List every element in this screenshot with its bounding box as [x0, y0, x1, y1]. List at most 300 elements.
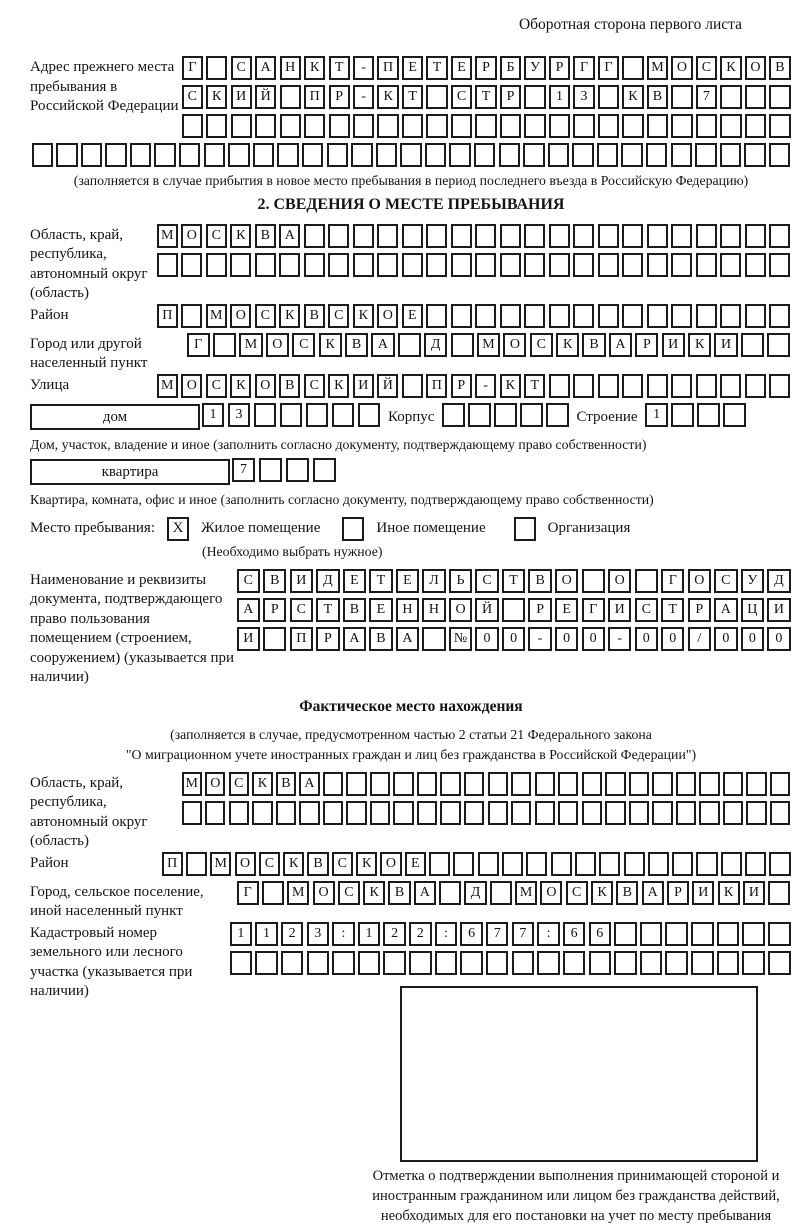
city-row [185, 333, 792, 362]
option-residential-label: Жилое помещение [201, 520, 321, 537]
char-cell [206, 253, 227, 277]
actual-note-1: (заполняется в случае, предусмотренном частью 2 статьи 21 Федерального закона [170, 726, 652, 742]
actual-city-row [235, 881, 792, 910]
char-cell [745, 852, 766, 876]
char-cell: К [279, 304, 300, 328]
char-cell [182, 801, 202, 825]
char-cell: С [290, 598, 313, 622]
char-cell: Ь [449, 569, 472, 593]
char-cell [648, 852, 669, 876]
char-cell: С [328, 304, 349, 328]
char-cell: И [231, 85, 252, 109]
char-cell: К [720, 56, 741, 80]
char-cell [346, 801, 366, 825]
oblast-cells [155, 224, 792, 282]
char-cell [511, 801, 531, 825]
char-cell [717, 951, 739, 975]
char-cell [422, 627, 445, 651]
char-cell: Г [187, 333, 210, 357]
char-cell [640, 922, 662, 946]
char-cell: Е [343, 569, 366, 593]
char-cell [230, 253, 251, 277]
actual-rayon-row [160, 852, 792, 881]
char-cell: - [353, 85, 374, 109]
char-cell [769, 253, 790, 277]
char-cell: М [287, 881, 309, 905]
actual-city-block [30, 881, 792, 922]
char-cell [647, 374, 668, 398]
char-cell [573, 374, 594, 398]
char-cell [563, 951, 585, 975]
house-row [30, 403, 792, 432]
char-cell [535, 772, 555, 796]
char-cell: В [343, 598, 366, 622]
char-cell [573, 224, 594, 248]
char-cell [358, 403, 381, 427]
char-cell [332, 951, 354, 975]
char-cell: 7 [696, 85, 717, 109]
char-cell: С [696, 56, 717, 80]
char-cell: У [741, 569, 764, 593]
char-cell [500, 114, 521, 138]
char-cell [597, 143, 618, 167]
char-cell: 0 [741, 627, 764, 651]
house-note: Дом, участок, владение и иное (заполнить согласно документу, подтверждающему право собственности) [30, 436, 647, 452]
char-cell [329, 114, 350, 138]
char-cell [370, 801, 390, 825]
actual-oblast-row-2 [180, 801, 792, 830]
char-cell [720, 253, 741, 277]
char-cell: Р [528, 598, 551, 622]
char-cell [770, 801, 790, 825]
char-cell [671, 114, 692, 138]
char-cell [353, 224, 374, 248]
char-cell: 0 [582, 627, 605, 651]
char-cell: Д [316, 569, 339, 593]
char-cell [488, 801, 508, 825]
char-cell: М [647, 56, 668, 80]
char-cell [546, 403, 569, 427]
char-cell [696, 852, 717, 876]
char-cell [451, 224, 472, 248]
char-cell [451, 253, 472, 277]
char-cell [769, 224, 790, 248]
char-cell: В [307, 852, 328, 876]
char-cell: Е [396, 569, 419, 593]
char-cell: - [528, 627, 551, 651]
char-cell: О [181, 374, 202, 398]
cadastre-label: Кадастровый номер земельного или лесного участка (указывается при наличии) [30, 924, 193, 1000]
char-cell [328, 253, 349, 277]
char-cell [429, 852, 450, 876]
char-cell: П [377, 56, 398, 80]
char-cell [500, 224, 521, 248]
char-cell [745, 114, 766, 138]
rayon-row [155, 304, 792, 333]
char-cell [306, 403, 329, 427]
char-cell [582, 772, 602, 796]
char-cell [622, 304, 643, 328]
oblast-block [30, 224, 792, 304]
char-cell: А [609, 333, 632, 357]
char-cell: А [371, 333, 394, 357]
char-cell [768, 881, 790, 905]
char-cell: Е [405, 852, 426, 876]
checkbox-other-premises [342, 517, 364, 541]
char-cell [383, 951, 405, 975]
option-organization-label: Организация [547, 520, 631, 537]
char-cell: Т [402, 85, 423, 109]
char-cell [745, 253, 766, 277]
char-cell [451, 304, 472, 328]
char-cell [204, 143, 225, 167]
char-cell: - [608, 627, 631, 651]
oblast-row-1 [155, 224, 792, 253]
char-cell [622, 224, 643, 248]
char-cell [500, 253, 521, 277]
char-cell [478, 852, 499, 876]
char-cell: О [235, 852, 256, 876]
char-cell: О [205, 772, 225, 796]
char-cell [558, 772, 578, 796]
char-cell [622, 253, 643, 277]
char-cell: 1 [549, 85, 570, 109]
char-cell [652, 801, 672, 825]
char-cell [499, 143, 520, 167]
street-row [155, 374, 792, 403]
char-cell [460, 951, 482, 975]
char-cell [402, 253, 423, 277]
char-cell: С [231, 56, 252, 80]
char-cell: Д [767, 569, 790, 593]
char-cell [720, 85, 741, 109]
char-cell [768, 951, 790, 975]
char-cell [629, 801, 649, 825]
char-cell [723, 801, 743, 825]
char-cell: № [449, 627, 472, 651]
char-cell: 0 [635, 627, 658, 651]
char-cell [402, 114, 423, 138]
char-cell: С [475, 569, 498, 593]
char-cell [742, 922, 764, 946]
char-cell [720, 224, 741, 248]
char-cell: 6 [563, 922, 585, 946]
char-cell: Д [464, 881, 486, 905]
char-cell [154, 143, 175, 167]
stroenie-cells [644, 403, 748, 432]
char-cell [640, 951, 662, 975]
char-cell: Е [402, 56, 423, 80]
char-cell: К [328, 374, 349, 398]
char-cell: Р [635, 333, 658, 357]
char-cell [323, 772, 343, 796]
char-cell [426, 114, 447, 138]
house-number-cells [200, 403, 382, 432]
char-cell: Е [402, 304, 423, 328]
char-cell: Е [451, 56, 472, 80]
char-cell: : [332, 922, 354, 946]
char-cell [328, 224, 349, 248]
char-cell [500, 304, 521, 328]
char-cell: В [255, 224, 276, 248]
char-cell [741, 333, 764, 357]
char-cell: П [157, 304, 178, 328]
char-cell [691, 922, 713, 946]
char-cell: Е [369, 598, 392, 622]
char-cell: С [237, 569, 260, 593]
char-cell [486, 951, 508, 975]
char-cell: С [292, 333, 315, 357]
char-cell [253, 143, 274, 167]
char-cell: 0 [475, 627, 498, 651]
char-cell: 1 [255, 922, 277, 946]
char-cell: К [319, 333, 342, 357]
char-cell: К [304, 56, 325, 80]
char-cell: А [414, 881, 436, 905]
char-cell: И [290, 569, 313, 593]
char-cell [440, 801, 460, 825]
char-cell [474, 143, 495, 167]
char-cell [286, 458, 310, 482]
char-cell [402, 374, 423, 398]
char-cell [665, 922, 687, 946]
char-cell: О [688, 569, 711, 593]
place-type-row [30, 517, 792, 541]
char-cell [130, 143, 151, 167]
char-cell [652, 772, 672, 796]
char-cell [488, 772, 508, 796]
char-cell [451, 114, 472, 138]
char-cell [549, 304, 570, 328]
char-cell [56, 143, 77, 167]
char-cell: Т [369, 569, 392, 593]
actual-oblast-label: Область, край, республика, автономный округ (область) [30, 774, 148, 850]
char-cell: В [263, 569, 286, 593]
char-cell [181, 304, 202, 328]
char-cell [696, 374, 717, 398]
char-cell: О [671, 56, 692, 80]
char-cell [228, 143, 249, 167]
char-cell [723, 403, 746, 427]
char-cell: Р [500, 85, 521, 109]
house-box: дом [30, 404, 200, 430]
char-cell [304, 224, 325, 248]
char-cell: : [435, 922, 457, 946]
char-cell: В [388, 881, 410, 905]
char-cell [573, 114, 594, 138]
char-cell: 0 [767, 627, 790, 651]
char-cell [745, 224, 766, 248]
char-cell [277, 143, 298, 167]
char-cell: Р [549, 56, 570, 80]
char-cell [720, 114, 741, 138]
char-cell [745, 374, 766, 398]
document-cells [235, 569, 792, 656]
char-cell: С [206, 224, 227, 248]
char-cell [475, 114, 496, 138]
char-cell: Т [316, 598, 339, 622]
prev-address-row-3 [180, 114, 792, 143]
char-cell [400, 143, 421, 167]
char-cell [262, 881, 284, 905]
char-cell [696, 114, 717, 138]
stamp-area [400, 986, 758, 1162]
char-cell: М [157, 374, 178, 398]
char-cell: А [343, 627, 366, 651]
char-cell [598, 114, 619, 138]
char-cell [582, 801, 602, 825]
char-cell [393, 772, 413, 796]
char-cell [598, 224, 619, 248]
char-cell [475, 304, 496, 328]
char-cell [697, 403, 720, 427]
cadastre-row-2 [228, 951, 792, 980]
char-cell [279, 253, 300, 277]
char-cell [255, 114, 276, 138]
char-cell: П [162, 852, 183, 876]
city-block [30, 333, 792, 374]
char-cell [442, 403, 465, 427]
char-cell [549, 114, 570, 138]
char-cell: К [500, 374, 521, 398]
char-cell [573, 304, 594, 328]
char-cell [281, 951, 303, 975]
char-cell: М [477, 333, 500, 357]
char-cell: С [635, 598, 658, 622]
char-cell [614, 951, 636, 975]
char-cell [464, 801, 484, 825]
char-cell: В [345, 333, 368, 357]
char-cell: С [566, 881, 588, 905]
char-cell: 2 [409, 922, 431, 946]
char-cell [665, 951, 687, 975]
char-cell [440, 772, 460, 796]
char-cell [426, 85, 447, 109]
char-cell: А [255, 56, 276, 80]
apartment-cells [230, 458, 338, 487]
char-cell: 3 [307, 922, 329, 946]
char-cell: Т [524, 374, 545, 398]
char-cell [746, 801, 766, 825]
char-cell: Т [475, 85, 496, 109]
char-cell: О [449, 598, 472, 622]
char-cell: С [451, 85, 472, 109]
char-cell [549, 253, 570, 277]
char-cell: И [692, 881, 714, 905]
prev-address-note: (заполняется в случае прибытия в новое место пребывания в период последнего въезда в Российскую Федерацию) [73, 173, 749, 188]
char-cell [230, 951, 252, 975]
char-cell [676, 801, 696, 825]
char-cell [327, 143, 348, 167]
char-cell [717, 922, 739, 946]
char-cell [426, 304, 447, 328]
char-cell: Р [451, 374, 472, 398]
char-cell [548, 143, 569, 167]
apartment-box: квартира [30, 459, 230, 485]
char-cell [299, 801, 319, 825]
char-cell [402, 224, 423, 248]
char-cell [573, 253, 594, 277]
char-cell: И [237, 627, 260, 651]
char-cell [744, 143, 765, 167]
char-cell [231, 114, 252, 138]
char-cell [449, 143, 470, 167]
char-cell: О [540, 881, 562, 905]
char-cell: Д [424, 333, 447, 357]
actual-title: Фактическое место нахождения [299, 697, 523, 715]
char-cell: Н [422, 598, 445, 622]
char-cell: 1 [230, 922, 252, 946]
document-row-3 [235, 627, 792, 656]
char-cell [769, 852, 790, 876]
prev-address-block [30, 56, 792, 143]
char-cell: Т [661, 598, 684, 622]
char-cell [376, 143, 397, 167]
char-cell [205, 801, 225, 825]
char-cell [647, 304, 668, 328]
char-cell: К [622, 85, 643, 109]
char-cell: П [290, 627, 313, 651]
char-cell [358, 951, 380, 975]
char-cell: С [338, 881, 360, 905]
char-cell: Р [667, 881, 689, 905]
char-cell [511, 772, 531, 796]
char-cell [254, 403, 277, 427]
korpus-cells [440, 403, 570, 432]
char-cell [393, 801, 413, 825]
char-cell [589, 951, 611, 975]
document-row-1 [235, 569, 792, 598]
char-cell [426, 224, 447, 248]
char-cell [767, 333, 790, 357]
char-cell [524, 304, 545, 328]
char-cell [255, 951, 277, 975]
char-cell [535, 801, 555, 825]
char-cell [105, 143, 126, 167]
char-cell: И [662, 333, 685, 357]
char-cell: В [369, 627, 392, 651]
char-cell: М [157, 224, 178, 248]
char-cell [696, 304, 717, 328]
page-title: Оборотная сторона первого листа [518, 16, 742, 33]
char-cell [417, 772, 437, 796]
char-cell [745, 85, 766, 109]
char-cell: И [608, 598, 631, 622]
char-cell: К [252, 772, 272, 796]
char-cell [280, 85, 301, 109]
char-cell: С [714, 569, 737, 593]
char-cell [304, 253, 325, 277]
char-cell [647, 253, 668, 277]
char-cell [520, 403, 543, 427]
char-cell: О [255, 374, 276, 398]
char-cell: 2 [383, 922, 405, 946]
rayon-block [30, 304, 792, 333]
char-cell: Й [377, 374, 398, 398]
char-cell: Г [182, 56, 203, 80]
char-cell: О [230, 304, 251, 328]
char-cell [353, 114, 374, 138]
char-cell [575, 852, 596, 876]
char-cell: 0 [555, 627, 578, 651]
char-cell [635, 569, 658, 593]
prev-address-cells [180, 56, 792, 143]
char-cell [32, 143, 53, 167]
actual-rayon-block [30, 852, 792, 881]
char-cell: Р [316, 627, 339, 651]
char-cell: Н [280, 56, 301, 80]
char-cell: О [266, 333, 289, 357]
